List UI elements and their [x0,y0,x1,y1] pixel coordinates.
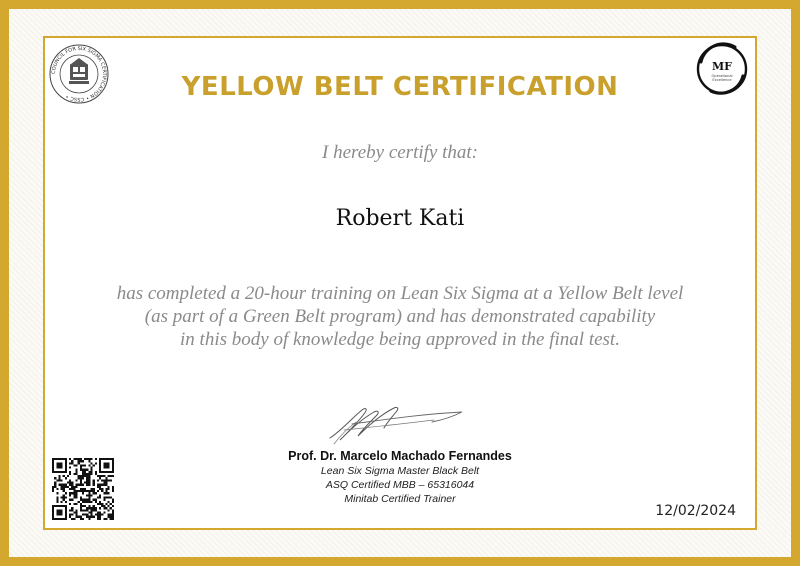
recipient-name: Robert Kati [335,206,465,231]
logo-initials: MF [712,60,732,73]
description-line: in this body of knowledge being approved in the final test. [180,329,620,350]
signatory-title-line: Minitab Certified Trainer [344,493,456,505]
signatory-name: Prof. Dr. Marcelo Machado Fernandes [288,449,512,463]
signature-icon [322,400,470,448]
certificate-description [0,282,800,351]
seal-ring-text: COUNCIL FOR SIX SIGMA CERTIFICATION • CSSC • [50,45,108,103]
qr-code-icon[interactable] [52,458,114,520]
logo-subtitle-line2: Excellence [712,78,732,82]
logo-subtitle-line1: Operational [711,74,733,78]
certificate-date: 12/02/2024 [655,503,736,519]
signatory-title-line: Lean Six Sigma Master Black Belt [320,465,480,477]
certify-statement: I hereby certify that: [322,142,478,163]
signatory-title-line: ASQ Certified MBB – 65316044 [325,479,475,491]
certificate-title: YELLOW BELT CERTIFICATION [181,72,619,102]
description-line: has completed a 20-hour training on Lean Six Sigma at a Yellow Belt level [116,283,684,304]
description-line: (as part of a Green Belt program) and has demonstrated capability [144,306,656,327]
